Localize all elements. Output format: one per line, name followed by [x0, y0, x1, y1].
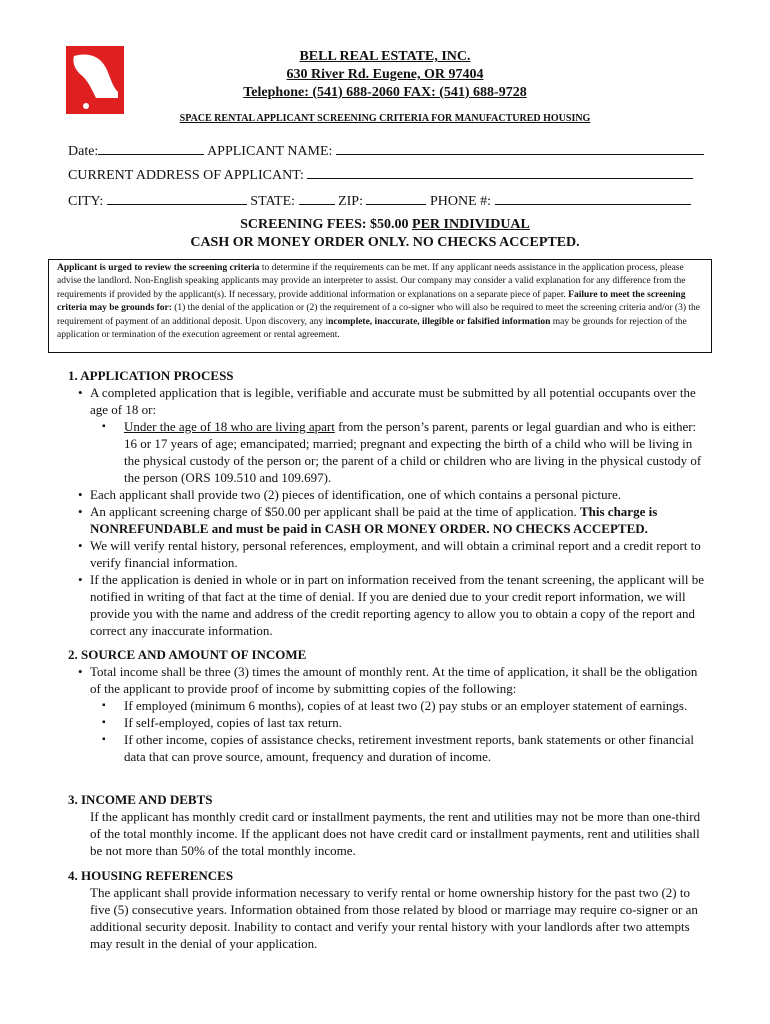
date-field[interactable] — [98, 140, 204, 155]
current-address-label: CURRENT ADDRESS OF APPLICANT: — [68, 168, 304, 183]
section-housing-references — [68, 867, 708, 952]
form-subtitle: SPACE RENTAL APPLICANT SCREENING CRITERIA FOR MANUFACTURED HOUSING — [179, 113, 591, 124]
state-field[interactable] — [299, 190, 335, 205]
notice-bold-1: Applicant is urged to review the screening criteria — [57, 263, 260, 273]
payment-method: CASH OR MONEY ORDER ONLY. NO CHECKS ACCEPTED. — [190, 235, 580, 250]
notice-bold-3: ncomplete, inaccurate, illegible or falsified information — [328, 316, 551, 327]
notice-text-1: to determine if the requirements can be met. If any applicant needs assistance in the application process, please advise the landlord. Non-English speaking applicants may provide an interpreter to assist. Our company may consider a valid explanation for any difference from the requirements if provided by the applicant(s). If necessary, provide additional information or explanations on a separate piece of paper. — [57, 263, 686, 300]
screening-fees — [0, 216, 770, 234]
fees-prefix: SCREENING FEES: $50.00 — [240, 217, 413, 232]
section-title: 2. SOURCE AND AMOUNT OF INCOME — [68, 647, 307, 662]
state-label: STATE: — [250, 194, 296, 209]
section-text: The applicant shall provide information necessary to verify rental or home ownership history for the past two (2) to five (5) consecutive years. Information obtained from those related by blood or marriage may require co-signer or an additional security deposit. Inability to contact and verify your rental history with your landlords after two attempts may result in the denial of your application. — [90, 885, 698, 951]
list-item: • Each applicant shall provide two (2) pieces of identification, one of which contains a personal picture. — [68, 486, 708, 503]
notice-box — [48, 259, 712, 353]
zip-label: ZIP: — [338, 194, 363, 209]
zip-field[interactable] — [366, 190, 426, 205]
applicant-name-field[interactable] — [336, 140, 704, 155]
list-subitem — [68, 418, 708, 486]
section-title: 1. APPLICATION PROCESS — [68, 368, 234, 383]
subitem-text: from the person’s parent, parents or legal guardian and who is either: 16 or 17 years of age; emancipated; married; pregnant and expecting the birth of a child who will be living in the physical custody of the person or; the parent of a child or children who are living in the physical custody of the person (ORS 109.510 and 109.697). — [124, 419, 702, 485]
list-item: • A completed application that is legible, verifiable and accurate must be submitted by all potential occupants over the age of 18 or: — [68, 384, 708, 418]
phone-label: PHONE #: — [429, 194, 492, 209]
section-title: 3. INCOME AND DEBTS — [68, 792, 213, 807]
city-field[interactable] — [107, 190, 247, 205]
section-text: If the applicant has monthly credit card or installment payments, the rent and utilities may not be more than one-third of the total monthly income. If the applicant does not have credit card or installment payments, rent and utilities shall be not more than 50% of the total monthly income. — [90, 809, 701, 858]
list-subitem: ▪ If self-employed, copies of last tax return. — [68, 714, 708, 731]
form-row-1 — [68, 140, 704, 161]
company-name: BELL REAL ESTATE, INC. — [299, 49, 471, 64]
current-address-field[interactable] — [307, 164, 693, 179]
city-label: CITY: — [68, 194, 104, 209]
list-subitem: ▪ If other income, copies of assistance checks, retirement investment reports, bank statements or other financial data that can prove source, amount, frequency and duration of income. — [68, 731, 708, 765]
notice-bold-2: Failure to meet the screening criteria may be grounds for: — [57, 289, 686, 314]
section-application-process — [68, 367, 708, 639]
company-address: 630 River Rd. Eugene, OR 97404 — [286, 67, 484, 82]
form-row-2 — [68, 164, 693, 185]
fees-per-individual: PER INDIVIDUAL — [412, 217, 530, 232]
list-item — [68, 503, 708, 537]
list-item: • Total income shall be three (3) times the amount of monthly rent. At the time of application, it shall be the obligation of the applicant to provide proof of income by submitting copies of the following: — [68, 663, 708, 697]
list-subitem: ▪ If employed (minimum 6 months), copies of at least two (2) pay stubs or an employer statement of earnings. — [68, 697, 708, 714]
list-item: • If the application is denied in whole or in part on information received from the tenant screening, the applicant will be notified in writing of that fact at the time of denial. If you are denied due to your credit report information, we will provide you with the name and address of the credit reporting agency to allow you to obtain a copy of the report and correct any inaccurate information. — [68, 571, 708, 639]
notice-text-3: may be grounds for rejection of the application or termination of the execution agreement or rental agreement. — [57, 316, 687, 341]
form-row-3 — [68, 190, 691, 211]
date-label: Date: — [68, 144, 99, 159]
phone-field[interactable] — [495, 190, 691, 205]
notice-text-2: (1) the denial of the application or (2) the requirement of a co-signer who will also be required to meet the screening criteria and/or (3) the requirement of payment of an additional deposit. Upon discovery, any i — [57, 303, 700, 327]
section-income-source — [68, 646, 708, 765]
item-text: An applicant screening charge of $50.00 per applicant shall be paid at the time of application. — [90, 504, 580, 519]
company-phone: Telephone: (541) 688-2060 FAX: (541) 688-9728 — [243, 85, 527, 100]
section-income-debts — [68, 791, 708, 859]
item-bold-text: This charge is NONREFUNDABLE and must be paid in CASH OR MONEY ORDER. NO CHECKS ACCEPTED. — [90, 504, 658, 536]
applicant-name-label: APPLICANT NAME: — [207, 144, 333, 159]
underlined-text: Under the age of 18 who are living apart — [124, 419, 335, 434]
section-title: 4. HOUSING REFERENCES — [68, 868, 234, 883]
list-item: • We will verify rental history, personal references, employment, and will obtain a criminal report and a credit report to verify financial information. — [68, 537, 708, 571]
